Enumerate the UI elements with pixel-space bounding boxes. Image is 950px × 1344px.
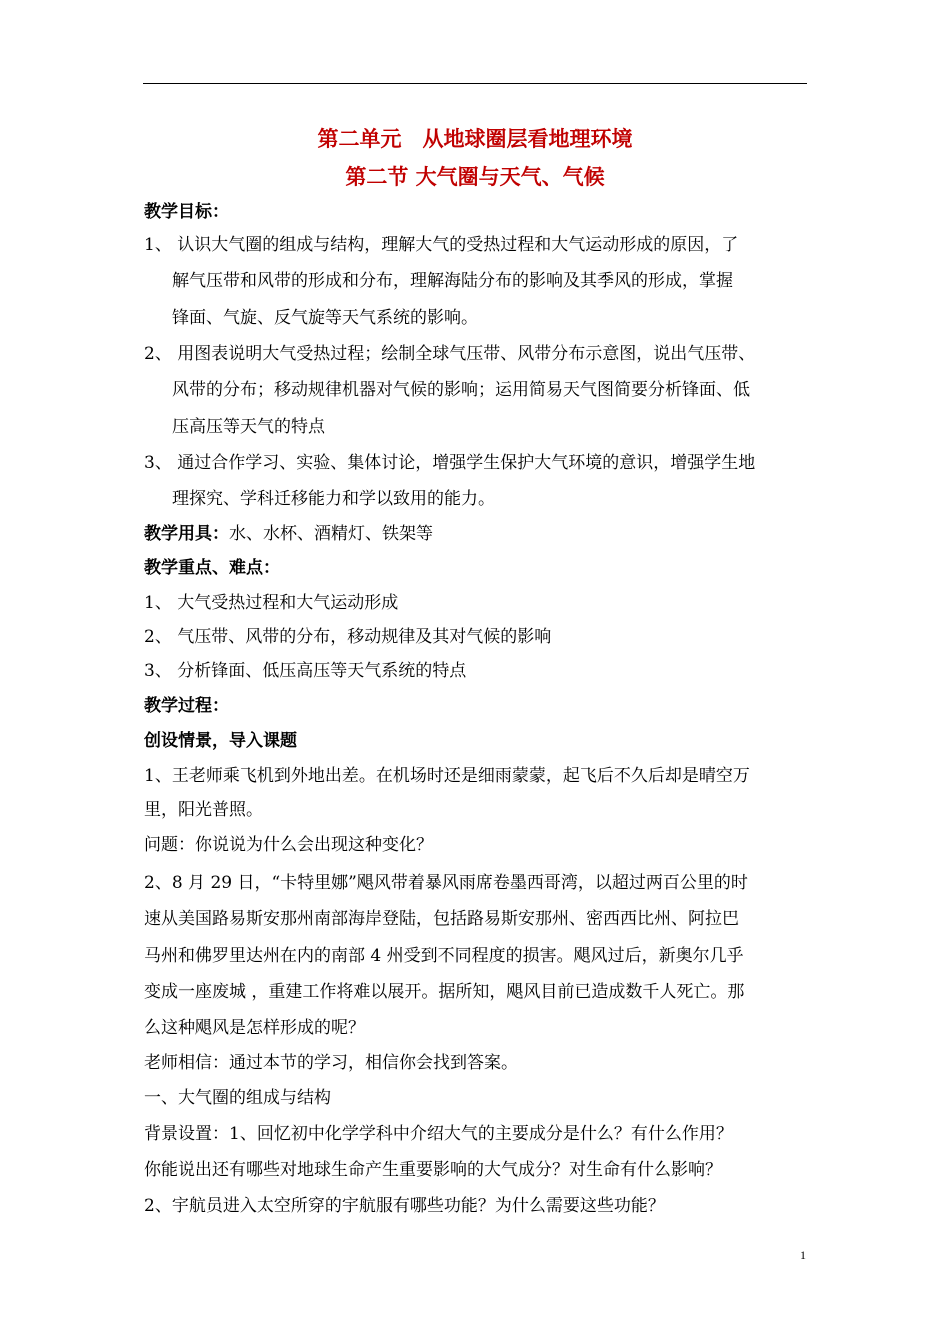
objective-2-line-3: 压高压等天气的特点 <box>172 417 325 437</box>
question-1: 问题：你说说为什么会出现这种变化？ <box>144 835 433 855</box>
teacher-note: 老师相信：通过本节的学习，相信你会找到答案。 <box>144 1053 518 1073</box>
section-title: 第二节 大气圈与天气、气候 <box>345 165 605 189</box>
objective-1-line-2: 解气压带和风带的形成和分布，理解海陆分布的影响及其季风的形成，掌握 <box>172 271 733 291</box>
key-point-3: 3、 分析锋面、低压高压等天气系统的特点 <box>144 661 467 681</box>
story-1-line-1: 1、王老师乘飞机到外地出差。在机场时还是细雨蒙蒙，起飞后不久后却是晴空万 <box>144 766 750 786</box>
key-point-2: 2、 气压带、风带的分布，移动规律及其对气候的影响 <box>144 627 552 647</box>
header-rule <box>143 83 807 84</box>
section-1-heading: 一、大气圈的组成与结构 <box>144 1088 331 1108</box>
tools-line <box>144 523 433 545</box>
process-subheading: 创设情景，导入课题 <box>144 731 297 751</box>
page-number: 1 <box>800 1248 806 1262</box>
objective-1-line-1: 1、 认识大气圈的组成与结构，理解大气的受热过程和大气运动形成的原因，了 <box>144 235 739 255</box>
story-2-line-2: 速从美国路易斯安那州南部海岸登陆，包括路易斯安那州、密西西比州、阿拉巴 <box>144 909 739 929</box>
objective-2-line-2: 风带的分布；移动规律机器对气候的影响；运用简易天气图简要分析锋面、低 <box>172 380 750 400</box>
key-points-heading: 教学重点、难点： <box>144 558 280 578</box>
key-point-1: 1、 大气受热过程和大气运动形成 <box>144 593 399 613</box>
tools-text: 水、水杯、酒精灯、铁架等 <box>229 524 433 544</box>
objective-3-line-2: 理探究、学科迁移能力和学以致用的能力。 <box>172 489 495 509</box>
tools-heading: 教学用具： <box>144 524 229 544</box>
story-2-line-3: 马州和佛罗里达州在内的南部 4 州受到不同程度的损害。飓风过后，新奥尔几乎 <box>144 946 744 966</box>
story-1-line-2: 里，阳光普照。 <box>144 800 263 820</box>
background-line-3: 2、宇航员进入太空所穿的宇航服有哪些功能？为什么需要这些功能？ <box>144 1196 665 1216</box>
objective-1-line-3: 锋面、气旋、反气旋等天气系统的影响。 <box>172 308 478 328</box>
background-line-2: 你能说出还有哪些对地球生命产生重要影响的大气成分？对生命有什么影响？ <box>144 1160 722 1180</box>
story-2-line-4: 变成一座废城 ，重建工作将难以展开。据所知，飓风目前已造成数千人死亡。那 <box>144 982 745 1002</box>
objective-3-line-1: 3、 通过合作学习、实验、集体讨论，增强学生保护大气环境的意识，增强学生地 <box>144 453 756 473</box>
objective-2-line-1: 2、 用图表说明大气受热过程；绘制全球气压带、风带分布示意图，说出气压带、 <box>144 344 756 364</box>
process-heading: 教学过程： <box>144 696 229 716</box>
objectives-heading: 教学目标： <box>144 202 229 222</box>
unit-title: 第二单元 从地球圈层看地理环境 <box>317 127 633 151</box>
story-2-line-1: 2、8 月 29 日，“卡特里娜”飓风带着暴风雨席卷墨西哥湾，以超过两百公里的时 <box>144 873 748 893</box>
story-2-line-5: 么这种飓风是怎样形成的呢？ <box>144 1018 365 1038</box>
background-line-1: 背景设置：1、回忆初中化学学科中介绍大气的主要成分是什么？有什么作用？ <box>144 1124 733 1144</box>
